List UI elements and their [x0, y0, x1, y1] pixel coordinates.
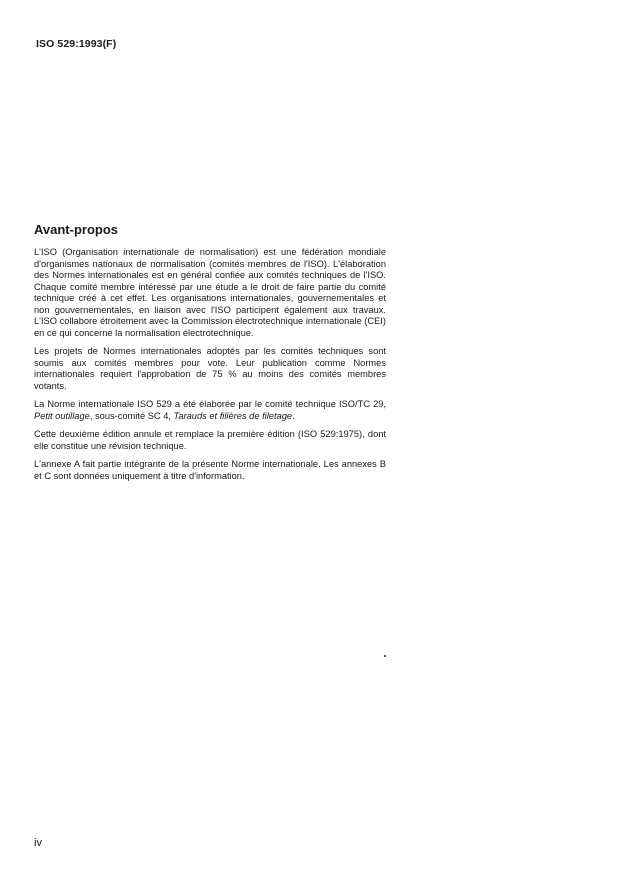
- committee-name: Petit outillage: [34, 410, 90, 421]
- paragraph-iso-description: L'ISO (Organisation internationale de normalisation) est une fédération mondiale d'organismes nationaux de normalisation (comités membres de l'ISO). L'élaboration des Normes internationales est en général confiée aux comités techniques de l'ISO. Chaque comité membre intéressé par une étude a le droit de faire partie du comité technique créé à cet effet. Les organisations internationales, gouvernementales et non gouvernementales, en liaison avec l'ISO participent également aux travaux. L'ISO collabore étroitement avec la Commission électrotechnique internationale (CEI) en ce qui concerne la normalisation électrotechnique.: [34, 247, 386, 338]
- committee-text-3: .: [292, 410, 295, 421]
- committee-text-2: , sous-comité SC 4,: [89, 410, 174, 421]
- paragraph-draft-voting: Les projets de Normes internationales adoptés par les comités techniques sont soumis aux comités membres pour vote. Leur publication comme Normes internationales requiert l'approbation de 75 % au moins des comités membres votants.: [34, 346, 386, 391]
- subcommittee-name: Tarauds et filières de filetage: [173, 410, 293, 421]
- paragraph-committee: [34, 399, 386, 422]
- scan-dot: [384, 655, 386, 657]
- page-header: ISO 529:1993(F): [36, 38, 117, 50]
- foreword-body: [34, 247, 386, 489]
- paragraph-edition: Cette deuxième édition annule et remplace la première édition (ISO 529:1975), dont elle constitue une révision technique.: [34, 429, 386, 451]
- paragraph-annexes: L'annexe A fait partie intégrante de la présente Norme internationale. Les annexes B et C sont données uniquement à titre d'information.: [34, 459, 386, 481]
- committee-text-1: La Norme internationale ISO 529 a été élaborée par le comité technique ISO/TC 29,: [34, 399, 386, 409]
- section-title: Avant-propos: [34, 222, 119, 237]
- page-number: iv: [34, 837, 42, 849]
